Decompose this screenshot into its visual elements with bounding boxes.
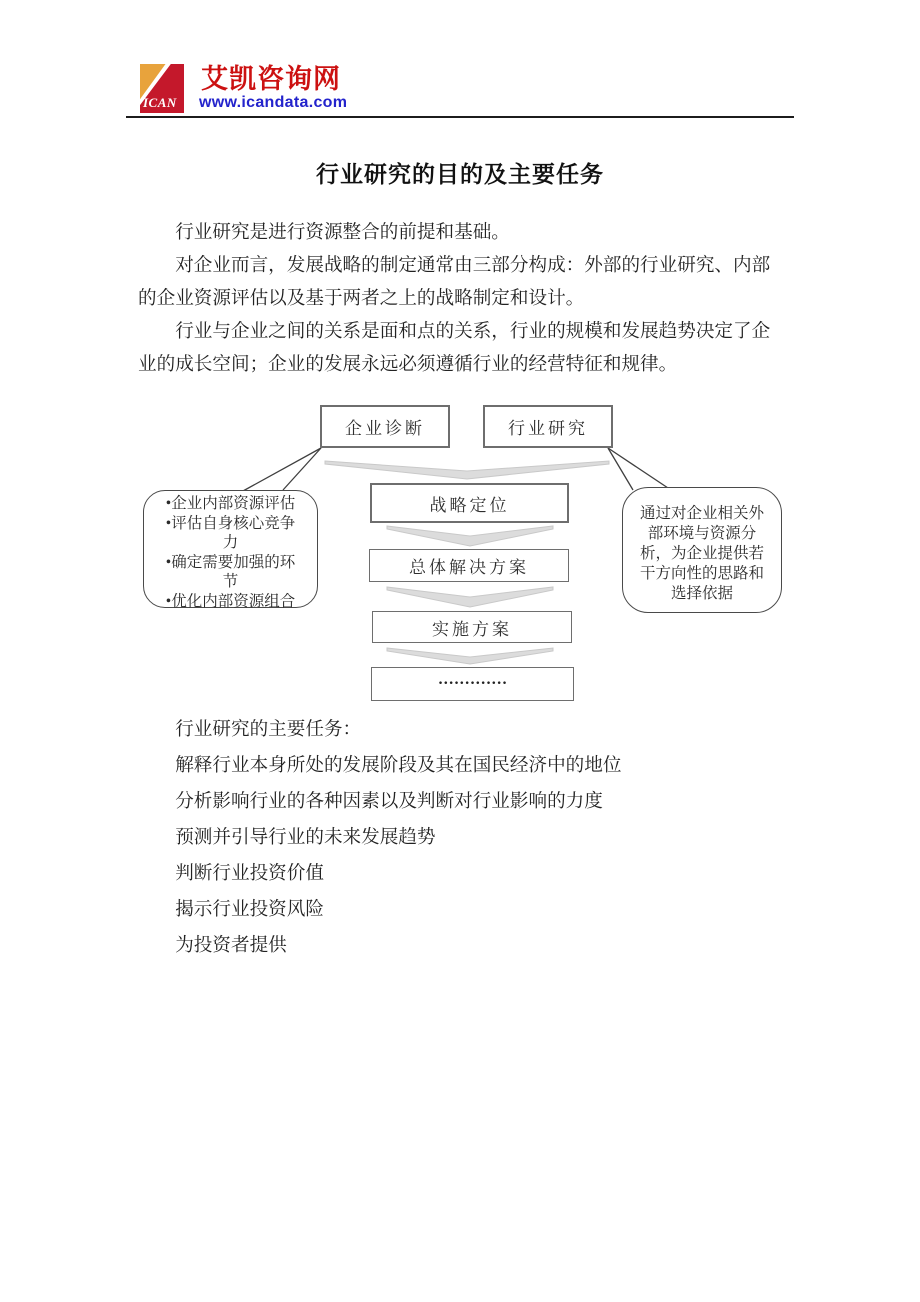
strategy-flow-diagram: [130, 400, 800, 712]
left-callout-bubble: [143, 490, 318, 608]
task-item: 预测并引导行业的未来发展趋势: [175, 827, 436, 848]
right-bubble-line: 部环境与资源分: [647, 525, 757, 542]
right-callout-bubble: [622, 487, 782, 613]
right-bubble-line: 析，为企业提供若: [639, 545, 764, 562]
intro-paragraph-1: 行业研究是进行资源整合的前提和基础。: [175, 222, 510, 243]
header-divider: [126, 116, 794, 118]
right-bubble-line: 干方向性的思路和: [639, 565, 764, 582]
task-item: 解释行业本身所处的发展阶段及其在国民经济中的地位: [175, 755, 622, 776]
tasks-heading: 行业研究的主要任务：: [175, 719, 362, 740]
task-item: 分析影响行业的各种因素以及判断对行业影响的力度: [175, 791, 603, 812]
right-bubble-line: 选择依据: [670, 585, 733, 602]
intro-paragraph-3: 行业与企业之间的关系是面和点的关系，行业的规模和发展趋势决定了企业的成长空间；企业的发展永远必须遵循行业的经营特征和规律。: [138, 321, 771, 375]
box-ellipsis: ·············: [371, 667, 574, 701]
task-item: 判断行业投资价值: [175, 863, 324, 884]
box-overall-solution: 总体解决方案: [369, 549, 569, 582]
page-title: 行业研究的目的及主要任务: [316, 162, 604, 187]
brand-name: 艾凯咨询网: [201, 64, 341, 94]
left-bubble-line: •优化内部资源组合: [165, 592, 296, 610]
left-bubble-line: 节: [222, 573, 239, 591]
intro-paragraphs: [138, 216, 784, 381]
right-bubble-line: 通过对企业相关外: [639, 505, 764, 522]
task-item: 为投资者提供: [175, 935, 287, 956]
brand-url-link[interactable]: www.icandata.com: [199, 94, 348, 111]
box-implementation-plan: 实施方案: [372, 611, 572, 643]
intro-paragraph-2: 对企业而言，发展战略的制定通常由三部分构成：外部的行业研究、内部的企业资源评估以及基于两者之上的战略制定和设计。: [138, 255, 771, 309]
box-enterprise-diagnosis: 企业诊断: [320, 405, 450, 448]
left-bubble-line: •确定需要加强的环: [165, 553, 296, 571]
box-industry-research: 行业研究: [483, 405, 613, 448]
logo-ican-text: ICAN: [143, 95, 177, 110]
task-item: 揭示行业投资风险: [175, 899, 324, 920]
left-bubble-line: 力: [222, 534, 239, 552]
left-bubble-line: •评估自身核心竞争: [165, 514, 296, 532]
tasks-section: [138, 712, 798, 964]
box-strategic-positioning: 战略定位: [370, 483, 569, 523]
left-bubble-line: •企业内部资源评估: [165, 495, 296, 512]
ican-logo-icon: [140, 64, 184, 113]
